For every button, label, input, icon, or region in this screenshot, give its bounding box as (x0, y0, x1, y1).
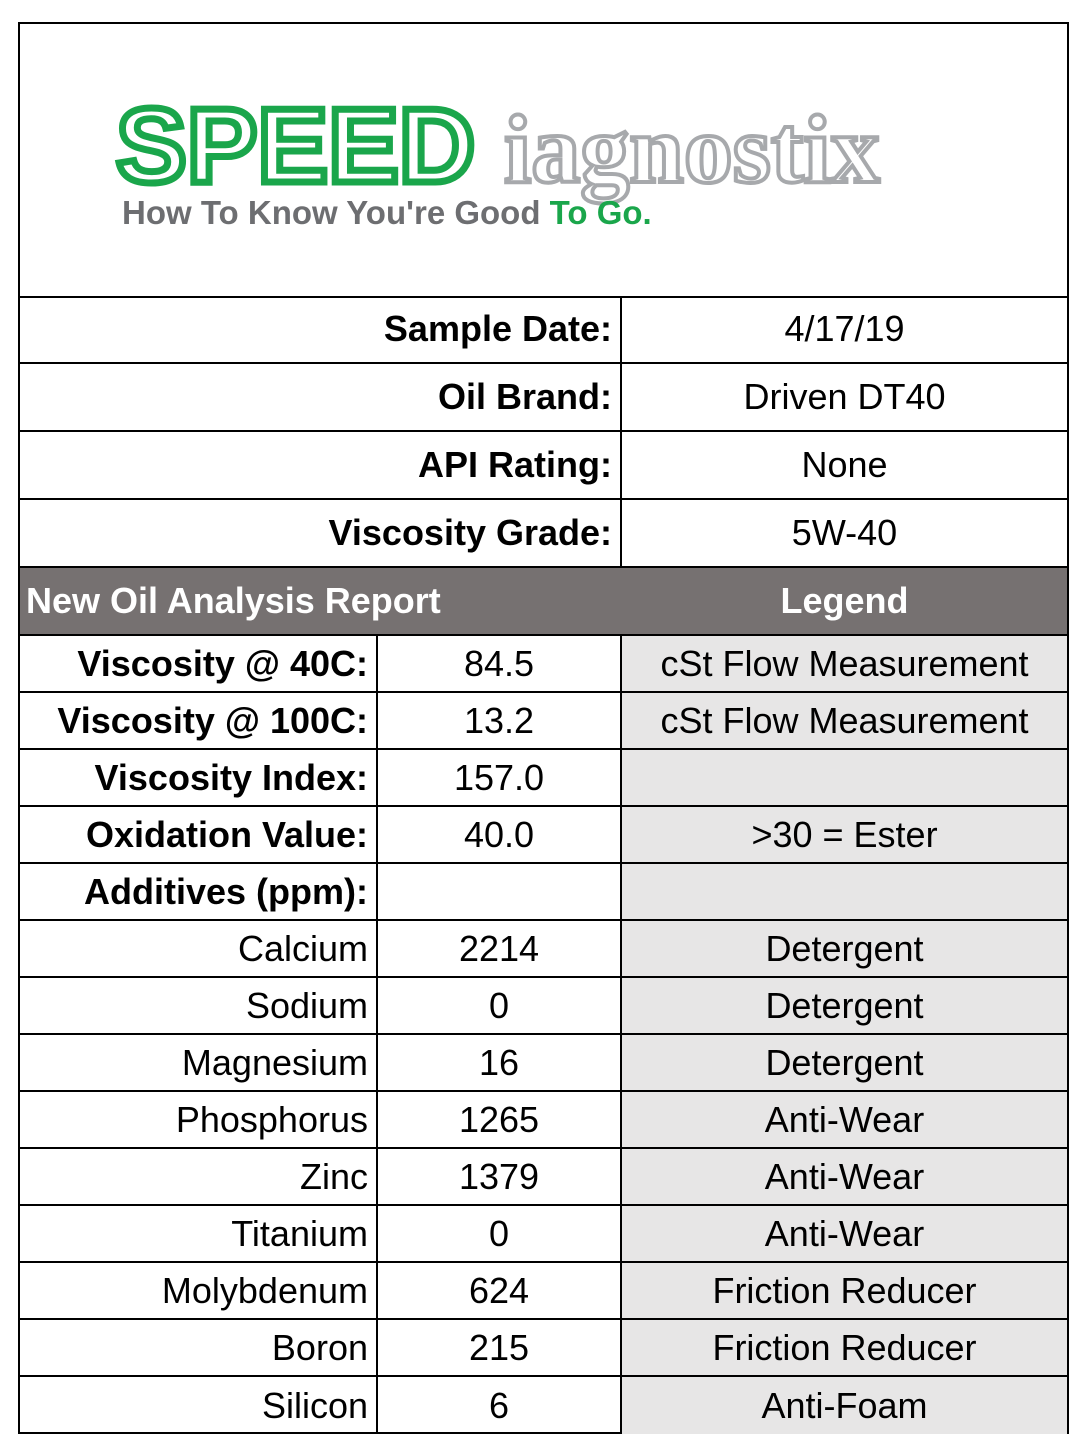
speediagnostix-logo (20, 24, 1067, 296)
table-row (20, 1263, 1067, 1320)
row-label: Molybdenum (20, 1263, 378, 1318)
row-label: Sodium (20, 978, 378, 1033)
row-value: 0 (378, 1206, 622, 1261)
row-label: Magnesium (20, 1035, 378, 1090)
logo-area (20, 24, 1067, 298)
row-legend: Detergent (622, 1035, 1067, 1090)
row-legend: cSt Flow Measurement (622, 693, 1067, 748)
row-legend: Detergent (622, 921, 1067, 976)
info-value: None (801, 444, 888, 485)
row-value: 2214 (378, 921, 622, 976)
row-legend (622, 750, 1067, 805)
table-row (20, 693, 1067, 750)
row-legend: Anti-Foam (622, 1377, 1067, 1434)
tagline-part-2: To Go (549, 194, 643, 231)
tagline-mark: . (642, 194, 652, 231)
row-legend (622, 864, 1067, 919)
info-label: Sample Date: (20, 296, 622, 362)
logo-diagnostix-text: iagnostix (504, 96, 880, 204)
report-title: New Oil Analysis Report (26, 580, 441, 621)
legend-title: Legend (780, 580, 909, 621)
row-legend: Anti-Wear (622, 1149, 1067, 1204)
row-label: Zinc (20, 1149, 378, 1204)
info-label: API Rating: (20, 432, 622, 498)
row-value: 624 (378, 1263, 622, 1318)
row-value: 157.0 (378, 750, 622, 805)
info-label: Viscosity Grade: (20, 500, 622, 566)
row-value: 13.2 (378, 693, 622, 748)
row-legend: Anti-Wear (622, 1206, 1067, 1261)
row-label: Silicon (20, 1377, 378, 1434)
table-row (20, 1092, 1067, 1149)
tagline-part-1: How To Know You're Good (122, 194, 550, 231)
table-row (20, 1149, 1067, 1206)
table-row (20, 978, 1067, 1035)
row-legend: Friction Reducer (622, 1320, 1067, 1375)
info-row (20, 364, 1067, 432)
info-row (20, 432, 1067, 500)
info-value: 4/17/19 (784, 308, 905, 349)
row-value: 0 (378, 978, 622, 1033)
info-value: Driven DT40 (743, 376, 946, 417)
table-row (20, 636, 1067, 693)
row-label: Additives (ppm): (20, 864, 378, 919)
row-label: Titanium (20, 1206, 378, 1261)
row-legend: Anti-Wear (622, 1092, 1067, 1147)
row-label: Phosphorus (20, 1092, 378, 1147)
row-value: 1265 (378, 1092, 622, 1147)
table-row (20, 750, 1067, 807)
logo-speed-text: SPEED (116, 87, 476, 205)
table-row (20, 807, 1067, 864)
row-label: Viscosity @ 100C: (20, 693, 378, 748)
row-label: Calcium (20, 921, 378, 976)
row-legend: cSt Flow Measurement (622, 636, 1067, 691)
info-value: 5W-40 (791, 512, 898, 553)
row-value: 16 (378, 1035, 622, 1090)
table-row (20, 921, 1067, 978)
table-row (20, 1377, 1067, 1434)
row-label: Viscosity @ 40C: (20, 636, 378, 691)
logo-tagline (122, 194, 652, 231)
row-value: 1379 (378, 1149, 622, 1204)
row-label: Boron (20, 1320, 378, 1375)
row-label: Oxidation Value: (20, 807, 378, 862)
row-value (378, 864, 622, 919)
row-label: Viscosity Index: (20, 750, 378, 805)
row-value: 84.5 (378, 636, 622, 691)
row-value: 215 (378, 1320, 622, 1375)
report-header-row (20, 568, 1067, 636)
report-sheet (18, 22, 1069, 1434)
info-row (20, 500, 1067, 568)
row-value: 40.0 (378, 807, 622, 862)
row-legend: Detergent (622, 978, 1067, 1033)
table-row (20, 864, 1067, 921)
table-row (20, 1035, 1067, 1092)
row-value: 6 (378, 1377, 622, 1434)
table-row (20, 1320, 1067, 1377)
info-row (20, 296, 1067, 364)
table-row (20, 1206, 1067, 1263)
row-legend: >30 = Ester (622, 807, 1067, 862)
info-label: Oil Brand: (20, 364, 622, 430)
row-legend: Friction Reducer (622, 1263, 1067, 1318)
